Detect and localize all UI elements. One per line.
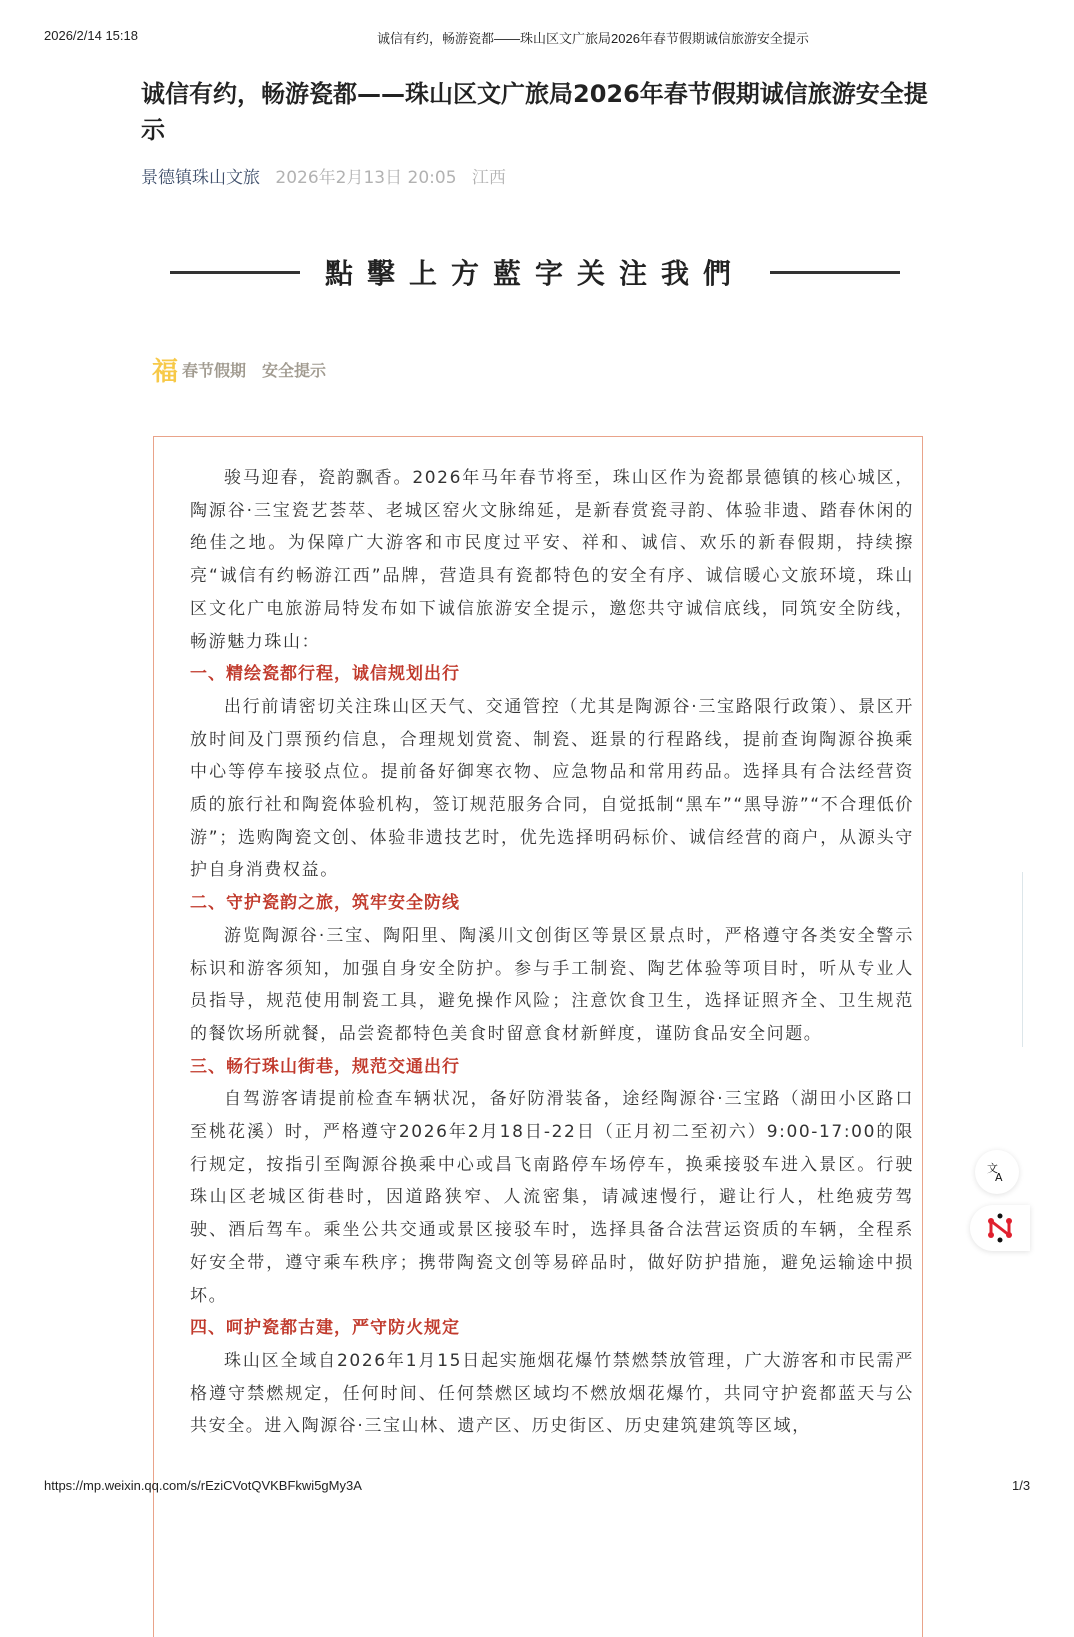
divider: [770, 271, 900, 274]
section-paragraph: 出行前请密切关注珠山区天气、交通管控（尤其是陶源谷·三宝路限行政策）、景区开放时间及门票预约信息，合理规划赏瓷、制瓷、逛景的行程路线，提前查询陶源谷换乘中心等停车接驳点位。提前备好御寒衣物、应急物品和常用药品。选择具有合法经营资质的旅行社和陶瓷体验机构，签订规范服务合同，自觉抵制“黑车”“黑导游”“不合理低价游”；选购陶瓷文创、体验非遗技艺时，优先选择明码标价、诚信经营的商户，从源头守护自身消费权益。: [190, 696, 914, 881]
svg-text:文: 文: [987, 1162, 998, 1175]
tag-label: 春节假期: [182, 361, 247, 380]
svg-text:A: A: [995, 1171, 1003, 1183]
section-paragraph: 自驾游客请提前检查车辆状况，备好防滑装备，途经陶源谷·三宝路（湖田小区路口至桃花溪）时，严格遵守2026年2月18日-22日（正月初二至初六）9:00-17:00的限行规定，按指引至陶源谷换乘中心或昌飞南路停车场停车，换乘接驳车进入景区。行驶珠山区老城区街巷时，因道路狭窄、人流密集，请减速慢行，避让行人，杜绝疲劳驾驶、酒后驾车。乘坐公共交通或景区接驳车时，选择具备合法营运资质的车辆，全程系好安全带，遵守乘车秩序；携带陶瓷文创等易碎品时，做好防护措施，避免运输途中损坏。: [190, 1089, 914, 1306]
section-heading: 二、守护瓷韵之旅，筑牢安全防线: [190, 893, 460, 914]
fu-icon: 福: [152, 357, 179, 387]
article-body: [190, 462, 914, 1443]
section-heading: 四、呵护瓷都古建，严守防火规定: [190, 1318, 460, 1339]
account-name-link[interactable]: 景德镇珠山文旅: [141, 168, 260, 188]
section-heading: 三、畅行珠山街巷，规范交通出行: [190, 1056, 460, 1077]
network-logo-icon: [987, 1213, 1013, 1243]
divider: [170, 271, 300, 274]
follow-banner-text: 點擊上方藍字关注我們: [324, 257, 745, 290]
print-page-title: 诚信有约，畅游瓷都——珠山区文广旅局2026年春节假期诚信旅游安全提示: [377, 31, 809, 46]
print-url: https://mp.weixin.qq.com/s/rEziCVotQVKBFkwi5gMy3A: [44, 1478, 362, 1493]
print-datetime: 2026/2/14 15:18: [44, 28, 138, 43]
article-title: 诚信有约，畅游瓷都——珠山区文广旅局2026年春节假期诚信旅游安全提示: [141, 80, 928, 144]
follow-banner: [170, 252, 900, 292]
translate-icon: [986, 1161, 1008, 1183]
section-paragraph: 珠山区全域自2026年1月15日起实施烟花爆竹禁燃禁放管理，广大游客和市民需严格遵守禁燃规定，任何时间、任何禁燃区域均不燃放烟花爆竹，共同守护瓷都蓝天与公共安全。进入陶源谷·三宝山林、遗产区、历史街区、历史建筑建筑等区域，: [190, 1350, 914, 1437]
scroll-track: [1022, 872, 1023, 1047]
translate-button[interactable]: [975, 1150, 1019, 1194]
publish-location: 江西: [471, 168, 506, 188]
article-meta: [141, 163, 516, 188]
section-heading: 一、精绘瓷都行程，诚信规划出行: [190, 664, 460, 685]
intro-paragraph: 骏马迎春，瓷韵飘香。2026年马年春节将至，珠山区作为瓷都景德镇的核心城区，陶源谷·三宝瓷艺荟萃、老城区窑火文脉绵延，是新春赏瓷寻韵、体验非遗、踏春休闲的绝佳之地。为保障广大游客和市民度过平安、祥和、诚信、欢乐的新春假期，持续擦亮“诚信有约畅游江西”品牌，营造具有瓷都特色的安全有序、诚信暖心文旅环境，珠山区文化广电旅游局特发布如下诚信旅游安全提示，邀您共守诚信底线，同筑安全防线，畅游魅力珠山：: [190, 468, 914, 652]
assistant-button[interactable]: [970, 1205, 1030, 1251]
tag-label: 安全提示: [262, 361, 327, 380]
print-page-number: 1/3: [1012, 1478, 1031, 1493]
section-tag: [152, 351, 342, 388]
publish-date: 2026年2月13日 20:05: [275, 168, 457, 188]
section-paragraph: 游览陶源谷·三宝、陶阳里、陶溪川文创街区等景区景点时，严格遵守各类安全警示标识和游客须知，加强自身安全防护。参与手工制瓷、陶艺体验等项目时，听从专业人员指导，规范使用制瓷工具，避免操作风险；注意饮食卫生，选择证照齐全、卫生规范的餐饮场所就餐，品尝瓷都特色美食时留意食材新鲜度，谨防食品安全问题。: [190, 925, 914, 1044]
